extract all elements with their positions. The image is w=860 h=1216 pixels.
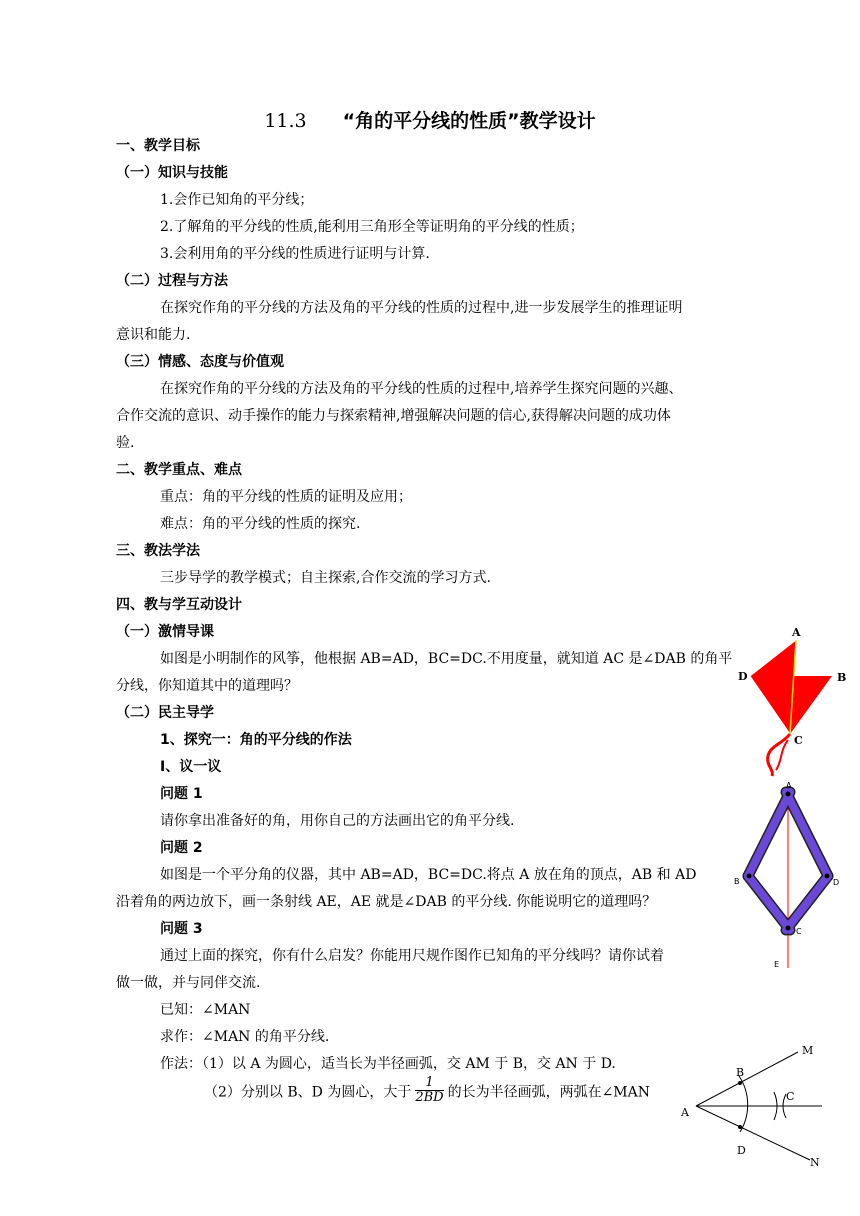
paragraph-line: 1.会作已知角的平分线； (160, 192, 314, 208)
fraction: $\frac{1}{2BD}$ (415, 1075, 444, 1105)
paragraph-line: 如图是一个平分角的仪器，其中 AB=AD，BC=DC.将点 A 放在角的顶点，AB 和 AD (160, 867, 697, 883)
paragraph-line: 3.会利用角的平分线的性质进行证明与计算. (160, 246, 430, 262)
paragraph-line: 已知：∠MAN (160, 1002, 251, 1018)
label-n: N (810, 1156, 820, 1169)
paragraph-line: （2）分别以 B、D 为圆心，大于 $\frac{1}{2BD}$ 的长为半径画弧，两弧在∠MAN (204, 1075, 651, 1105)
kite-label-d: D (738, 670, 748, 683)
paragraph-line: 如图是小明制作的风筝，他根据 AB=AD，BC=DC.不用度量，就知道 AC 是∠DAB 的角平 (160, 651, 733, 667)
instrument-label-a: A (786, 781, 792, 790)
kite-label-b: B (837, 671, 847, 684)
paragraph-line: 三步导学的教学模式；自主探索,合作交流的学习方式. (160, 570, 491, 586)
paragraph-line: 合作交流的意识、动手操作的能力与探索精神,增强解决问题的信心,获得解决问题的成功体 (116, 408, 671, 424)
paragraph-line: 验. (116, 435, 135, 451)
kite-left-half (750, 640, 796, 734)
pivot-b (747, 874, 752, 879)
rod-bc-fill (748, 876, 790, 930)
paragraph-line: 2.了解角的平分线的性质,能利用三角形全等证明角的平分线的性质； (160, 219, 584, 235)
subsection-heading: （二）过程与方法 (116, 273, 228, 289)
subsection-heading: （三）情感、态度与价值观 (116, 354, 284, 370)
bisector-instrument-figure (728, 780, 840, 970)
question-label: 问题 1 (160, 786, 203, 802)
subsection-heading: （二）民主导学 (116, 705, 214, 721)
instrument-label-e: E (774, 960, 780, 969)
construction-figure (676, 1034, 836, 1174)
paragraph-line: 在探究作角的平分线的方法及角的平分线的性质的过程中,进一步发展学生的推理证明 (160, 300, 683, 316)
kite-figure (730, 624, 854, 780)
kite-label-c: C (794, 734, 803, 747)
label-a: A (681, 1106, 689, 1119)
subsection-heading: （一）激情导课 (116, 624, 214, 640)
explore-heading: 1、探究一：角的平分线的作法 (160, 732, 352, 748)
label-m: M (802, 1044, 814, 1057)
point-d (738, 1125, 742, 1129)
discuss-heading: Ⅰ、议一议 (160, 759, 222, 775)
section-heading: 二、教学重点、难点 (116, 462, 242, 478)
paragraph-line: 求作：∠MAN 的角平分线. (160, 1029, 330, 1045)
kite-label-a: A (792, 626, 801, 639)
section-heading: 三、教法学法 (116, 543, 200, 559)
pivot-c (786, 926, 791, 931)
paragraph-line: 请你拿出准备好的角，用你自己的方法画出它的角平分线. (160, 813, 515, 829)
page-title: 11.3 “角的平分线的性质”教学设计 (264, 110, 596, 132)
question-label: 问题 2 (160, 840, 203, 856)
pivot-d (825, 874, 830, 879)
paragraph-line: 在探究作角的平分线的方法及角的平分线的性质的过程中,培养学生探究问题的兴趣、 (160, 381, 683, 397)
point-b (738, 1081, 742, 1085)
section-heading: 四、教与学互动设计 (116, 597, 242, 613)
rod-ab-fill (748, 792, 790, 876)
section-heading: 一、教学目标 (116, 138, 200, 154)
instrument-label-c: C (796, 927, 802, 936)
paragraph-line: 分线，你知道其中的道理吗？ (116, 678, 298, 694)
instrument-label-d: D (833, 878, 840, 887)
paragraph-line: 作法：（1）以 A 为圆心，适当长为半径画弧，交 AM 于 B，交 AN 于 D. (160, 1056, 616, 1072)
paragraph-line: 沿着角的两边放下，画一条射线 AE，AE 就是∠DAB 的平分线. 你能说明它的道理吗？ (116, 894, 657, 910)
label-b: B (736, 1066, 745, 1079)
paragraph-line: 重点：角的平分线的性质的证明及应用； (160, 489, 412, 505)
paragraph-line: 意识和能力. (116, 327, 191, 343)
paragraph-line: 难点：角的平分线的性质的探究. (160, 516, 361, 532)
pivot-a (786, 792, 791, 797)
ray-an (696, 1106, 810, 1160)
rod-dc-fill (786, 876, 828, 930)
question-label: 问题 3 (160, 921, 203, 937)
subsection-heading: （一）知识与技能 (116, 165, 228, 181)
instrument-label-b: B (734, 877, 740, 886)
paragraph-line: 做一做，并与同伴交流. (116, 975, 261, 991)
rod-ad-fill (786, 792, 828, 876)
label-c: C (786, 1090, 795, 1103)
label-d: D (737, 1144, 746, 1157)
paragraph-line: 通过上面的探究，你有什么启发？你能用尺规作图作已知角的平分线吗？请你试着 (160, 948, 664, 964)
